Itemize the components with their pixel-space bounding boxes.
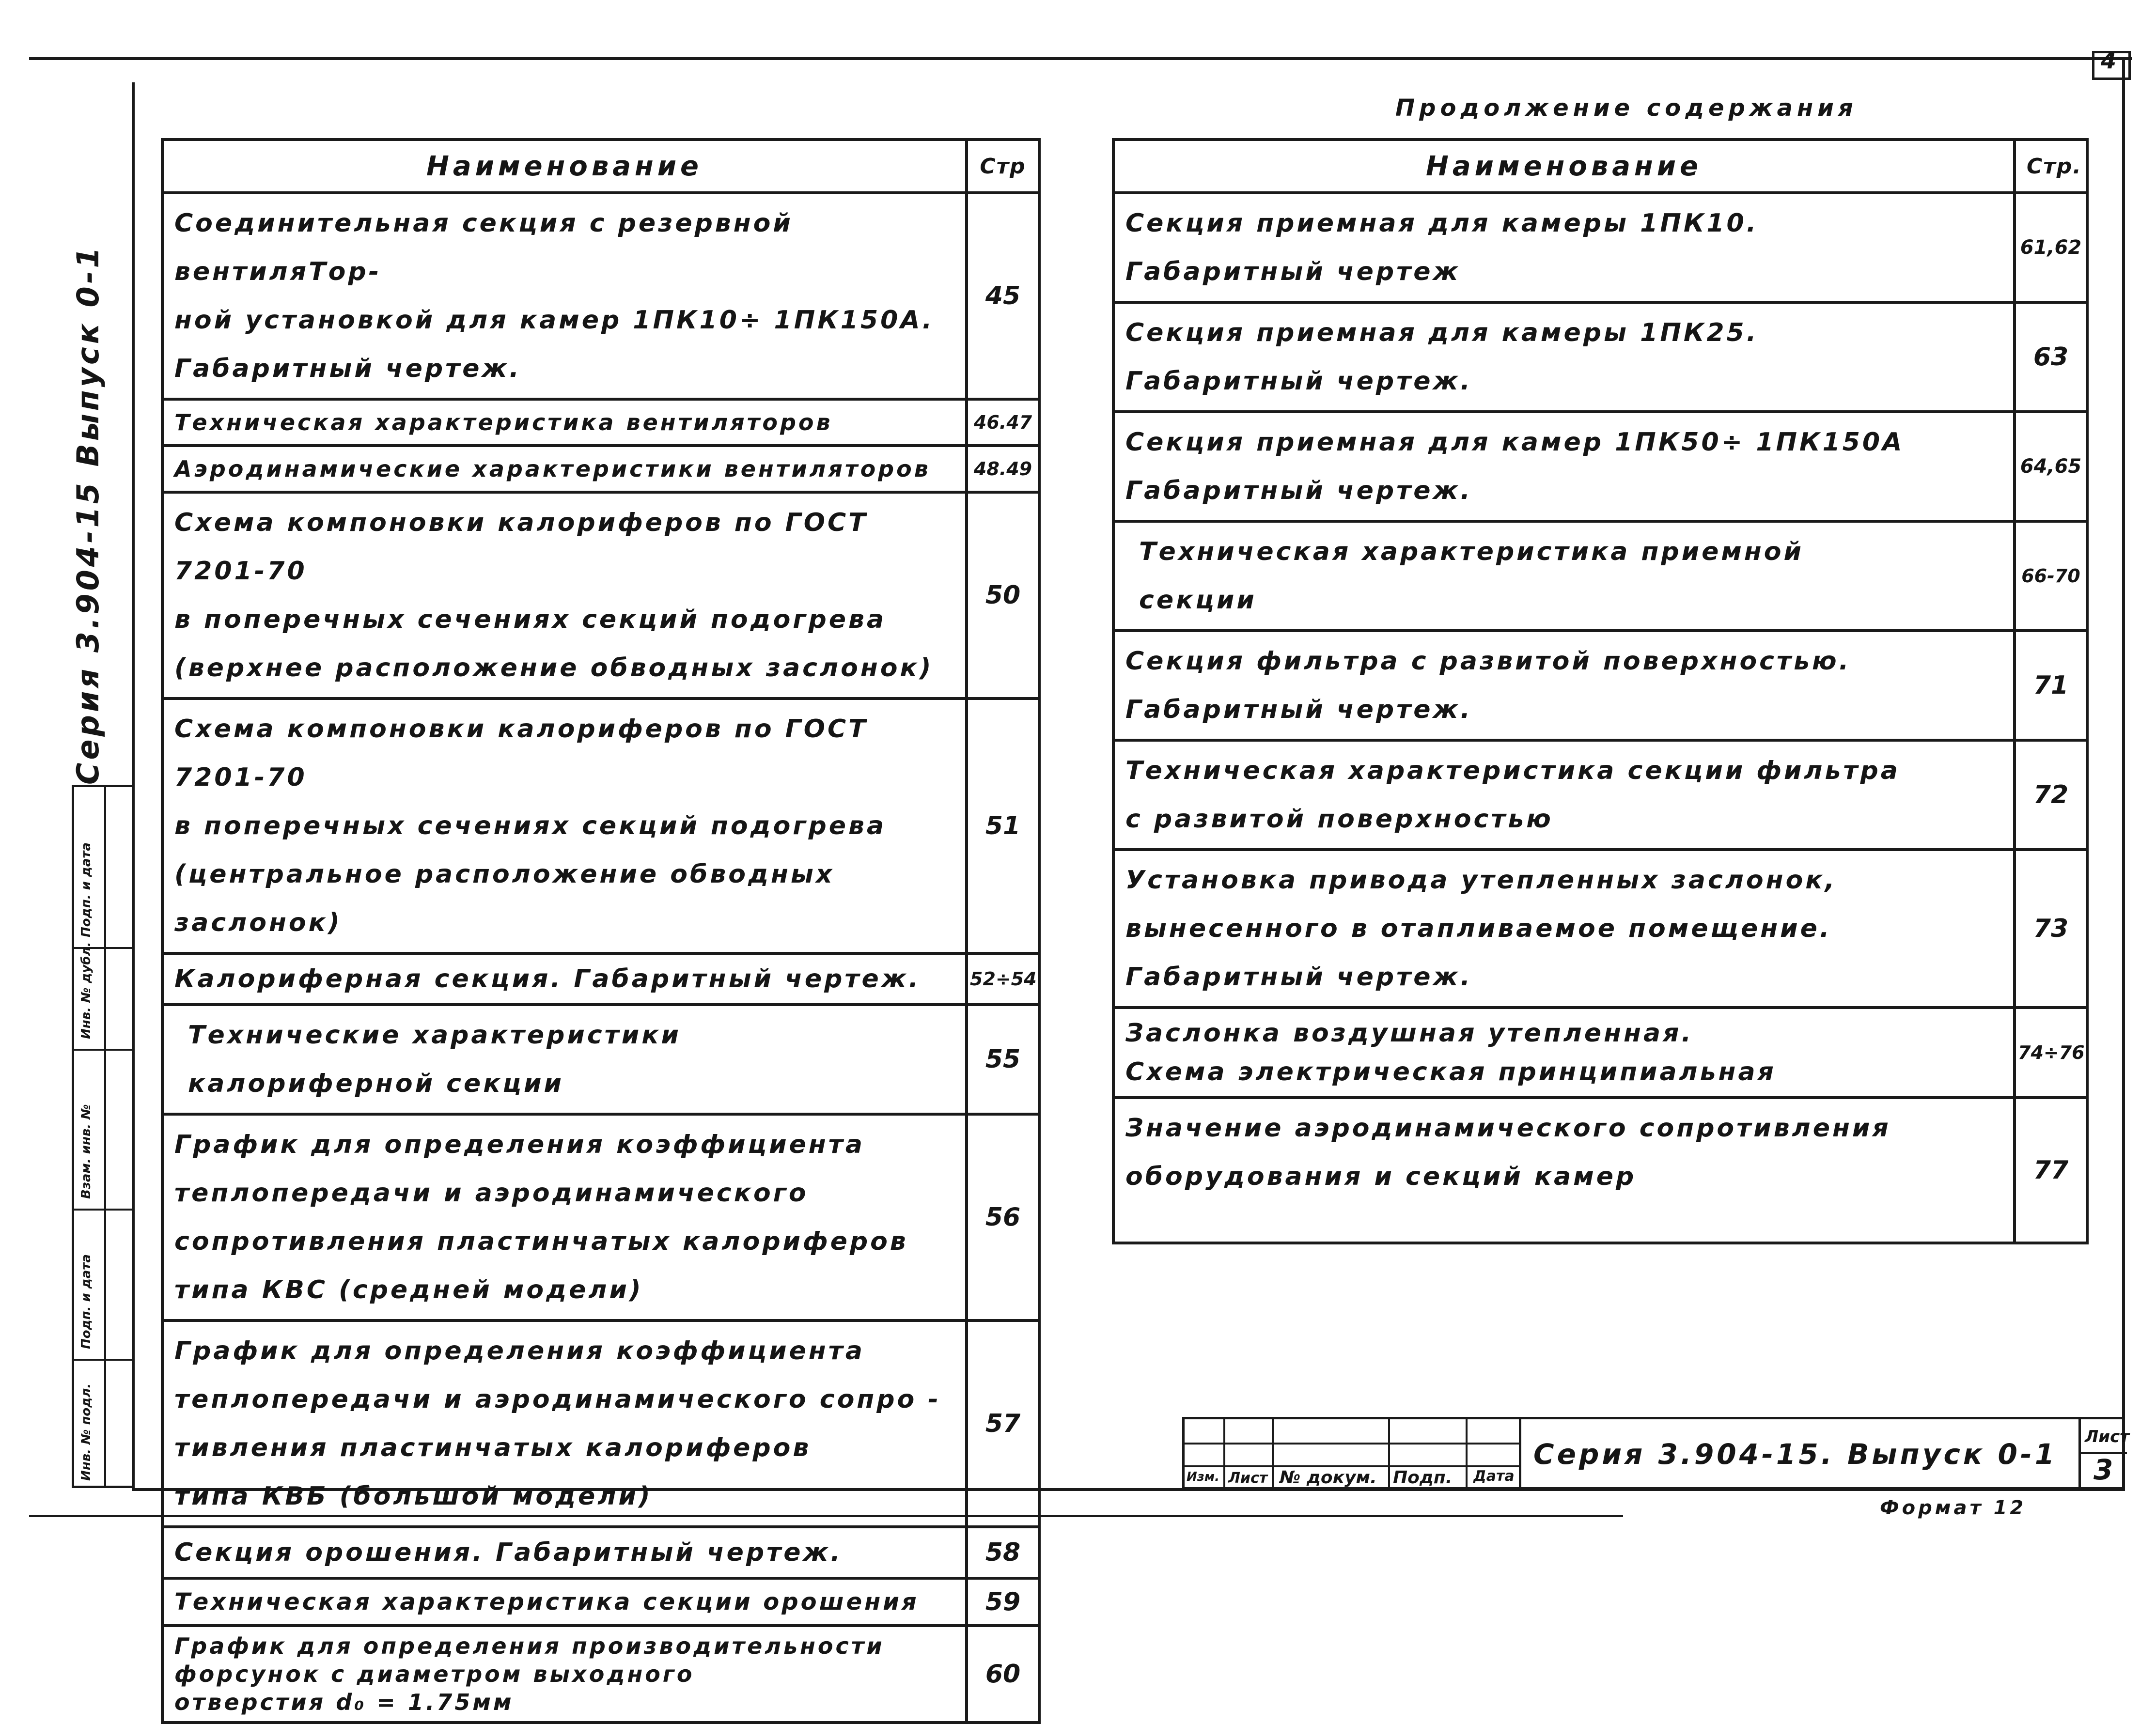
row-name: Технические характеристики калориферной секции (162, 1005, 967, 1114)
row-page: 45 (967, 193, 1039, 399)
col-date: Дата (1473, 1468, 1515, 1485)
stamp-label-2: Взам. инв. № (79, 1104, 94, 1199)
row-name: Секция приемная для камеры 1ПК10. Габаритный чертеж (1113, 193, 2015, 302)
table-row (162, 1114, 1039, 1320)
table-row (162, 492, 1039, 699)
sheet-label: Лист (2085, 1427, 2129, 1446)
right-header-page: Стр. (2015, 140, 2087, 193)
row-page: 72 (2015, 740, 2087, 850)
row-name: Секция приемная для камер 1ПК50÷ 1ПК150А Габаритный чертеж. (1113, 412, 2015, 521)
stamp-label-3: Подп. и дата (79, 1254, 94, 1349)
table-row (162, 446, 1039, 492)
row-page: 57 (967, 1320, 1039, 1527)
continuation-title: Продолжение содержания (1395, 94, 1858, 122)
page-number: 4 (2101, 47, 2119, 74)
row-page: 55 (967, 1005, 1039, 1114)
row-page: 74÷76 (2015, 1008, 2087, 1098)
left-header-name: Наименование (162, 140, 967, 193)
col-doc: № докум. (1280, 1468, 1377, 1488)
col-sign: Подп. (1393, 1468, 1453, 1488)
row-page: 77 (2015, 1098, 2087, 1243)
table-row (1113, 412, 2087, 521)
left-header-page: Стр (967, 140, 1039, 193)
row-page: 51 (967, 699, 1039, 953)
top-border (29, 57, 2132, 60)
row-name: Установка привода утепленных заслонок, вынесенного в отапливаемое помещение. Габаритный чертеж. (1113, 850, 2015, 1008)
right-header-row (1113, 140, 2087, 193)
title-block (1182, 1417, 2129, 1490)
row-name: Схема компоновки калориферов по ГОСТ 7201-70 в поперечных сечениях секций подогрева (верхнее расположение обводных заслонок) (162, 492, 967, 699)
table-row (1113, 631, 2087, 740)
row-page: 50 (967, 492, 1039, 699)
stamp-label-4: Инв. № подл. (79, 1383, 94, 1481)
table-row (1113, 1008, 2087, 1098)
table-row (162, 699, 1039, 953)
row-name: Заслонка воздушная утепленная. Схема электрическая принципиальная (1113, 1008, 2015, 1098)
table-row (162, 1578, 1039, 1626)
left-header-row (162, 140, 1039, 193)
row-name: Схема компоновки калориферов по ГОСТ 7201-70 в поперечных сечениях секций подогрева (центральное расположение обводных заслонок) (162, 699, 967, 953)
frame-right (2122, 57, 2125, 1491)
row-page: 73 (2015, 850, 2087, 1008)
row-page: 52÷54 (967, 953, 1039, 1005)
row-page: 58 (967, 1527, 1039, 1578)
col-izm: Изм. (1187, 1470, 1219, 1484)
row-name: Техническая характеристика вентиляторов (162, 399, 967, 446)
row-page: 61,62 (2015, 193, 2087, 302)
row-page: 56 (967, 1114, 1039, 1320)
side-title: Серия 3.904-15 Выпуск 0-1 (70, 244, 106, 785)
row-name: Техническая характеристика секции фильтра с развитой поверхностью (1113, 740, 2015, 850)
row-name: График для определения коэффициента теплопередачи и аэродинамического сопро - тивления пластинчатых калориферов типа КВБ (большой модели) (162, 1320, 967, 1527)
table-row (162, 193, 1039, 399)
table-row (1113, 1098, 2087, 1243)
table-row (1113, 740, 2087, 850)
stamp-label-0: Подп. и дата (79, 842, 94, 937)
row-name: Соединительная секция с резервной вентиляТор- ной установкой для камер 1ПК10÷ 1ПК150А. Габаритный чертеж. (162, 193, 967, 399)
row-name: Аэродинамические характеристики вентиляторов (162, 446, 967, 492)
table-row (162, 953, 1039, 1005)
table-row (1113, 302, 2087, 412)
right-header-name: Наименование (1113, 140, 2015, 193)
table-row (162, 1320, 1039, 1527)
row-page: 63 (2015, 302, 2087, 412)
row-page: 48.49 (967, 446, 1039, 492)
row-name: Калориферная секция. Габаритный чертеж. (162, 953, 967, 1005)
row-name: Значение аэродинамического сопротивления оборудования и секций камер (1113, 1098, 2015, 1243)
row-name: Секция фильтра с развитой поверхностью. Габаритный чертеж. (1113, 631, 2015, 740)
table-row (1113, 193, 2087, 302)
row-name: Секция приемная для камеры 1ПК25. Габаритный чертеж. (1113, 302, 2015, 412)
table-row (1113, 521, 2087, 631)
row-page: 66-70 (2015, 521, 2087, 631)
table-row (162, 1005, 1039, 1114)
title-block-title: Серия 3.904-15. Выпуск 0-1 (1533, 1438, 2058, 1471)
row-page: 46.47 (967, 399, 1039, 446)
row-page: 59 (967, 1578, 1039, 1626)
table-row (162, 1626, 1039, 1723)
table-row (162, 1527, 1039, 1578)
row-name: График для определения производительности форсунок с диаметром выходного отверстия d₀ = 1.75мм (162, 1626, 967, 1723)
table-row (1113, 850, 2087, 1008)
format-label: Формат 12 (1880, 1497, 2027, 1519)
col-list: Лист (1228, 1470, 1268, 1487)
row-name: График для определения коэффициента теплопередачи и аэродинамического сопротивления пластинчатых калориферов типа КВС (средней модели) (162, 1114, 967, 1320)
row-page: 71 (2015, 631, 2087, 740)
stamp-label-1: Инв. № дубл. (79, 942, 94, 1039)
row-name: Техническая характеристика секции орошения (162, 1578, 967, 1626)
table-row (162, 399, 1039, 446)
row-name: Секция орошения. Габаритный чертеж. (162, 1527, 967, 1578)
right-toc-table (1112, 138, 2089, 1244)
sheet-number: 3 (2094, 1453, 2115, 1486)
row-page: 64,65 (2015, 412, 2087, 521)
row-page: 60 (967, 1626, 1039, 1723)
side-stamp (72, 785, 135, 1488)
row-name: Техническая характеристика приемной секции (1113, 521, 2015, 631)
left-toc-table (161, 138, 1041, 1724)
